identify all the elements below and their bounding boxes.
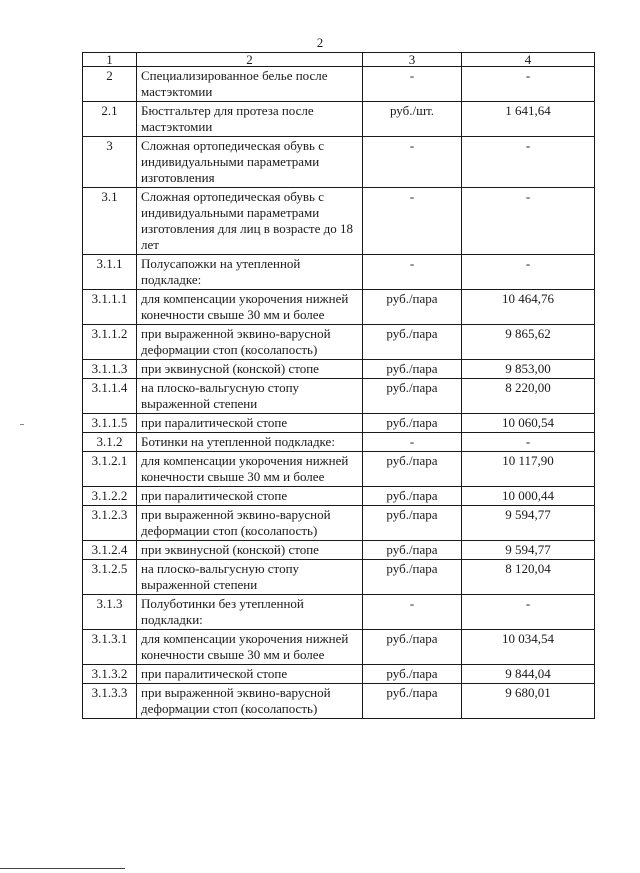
row-name-cell: при паралитической стопе [137,665,363,684]
table-row [83,102,595,137]
row-unit-cell: руб./пара [363,379,462,414]
row-name-cell: при выраженной эквино-варусной деформации стоп (косолапость) [137,506,363,541]
table-row [83,379,595,414]
row-number-cell: 3.1.1.3 [83,360,137,379]
table-row [83,452,595,487]
row-price-cell: 9 594,77 [462,506,595,541]
row-unit-cell: - [363,67,462,102]
row-name-cell: при паралитической стопе [137,414,363,433]
row-price-cell: - [462,67,595,102]
row-number-cell: 3.1.2 [83,433,137,452]
row-number-cell: 3.1.2.5 [83,560,137,595]
scan-mark [20,424,24,425]
row-number-cell: 3.1.2.1 [83,452,137,487]
row-number-cell: 3.1.2.2 [83,487,137,506]
row-unit-cell: - [363,433,462,452]
row-number-cell: 3.1.2.3 [83,506,137,541]
row-number-cell: 3.1.1 [83,255,137,290]
row-price-cell: 10 034,54 [462,630,595,665]
row-price-cell: 8 220,00 [462,379,595,414]
row-price-cell: 10 000,44 [462,487,595,506]
row-unit-cell: руб./пара [363,325,462,360]
row-unit-cell: руб./пара [363,684,462,719]
column-header-1: 1 [83,53,137,67]
column-header-4: 4 [462,53,595,67]
table-header-row [83,53,595,67]
table-row [83,290,595,325]
table-row [83,630,595,665]
row-number-cell: 3.1.3.1 [83,630,137,665]
row-name-cell: для компенсации укорочения нижней конечности свыше 30 мм и более [137,452,363,487]
row-price-cell: - [462,137,595,188]
row-price-cell: 8 120,04 [462,560,595,595]
row-price-cell: 10 464,76 [462,290,595,325]
row-price-cell: - [462,255,595,290]
table-row [83,325,595,360]
row-name-cell: при эквинусной (конской) стопе [137,360,363,379]
row-number-cell: 3.1.1.5 [83,414,137,433]
row-name-cell: Сложная ортопедическая обувь с индивидуальными параметрами изготовления для лиц в возрасте до 18 лет [137,188,363,255]
row-price-cell: 10 060,54 [462,414,595,433]
row-name-cell: Полуботинки без утепленной подкладки: [137,595,363,630]
row-name-cell: при выраженной эквино-варусной деформации стоп (косолапость) [137,684,363,719]
row-unit-cell: руб./пара [363,487,462,506]
table-row [83,433,595,452]
row-unit-cell: руб./пара [363,630,462,665]
row-number-cell: 3.1.1.1 [83,290,137,325]
table-row [83,560,595,595]
row-price-cell: - [462,595,595,630]
row-price-cell: 9 865,62 [462,325,595,360]
row-name-cell: для компенсации укорочения нижней конечности свыше 30 мм и более [137,630,363,665]
row-number-cell: 3.1.3 [83,595,137,630]
row-price-cell: - [462,433,595,452]
row-number-cell: 3 [83,137,137,188]
table-row [83,414,595,433]
table-row [83,595,595,630]
table-row [83,684,595,719]
row-number-cell: 3.1.1.4 [83,379,137,414]
row-unit-cell: руб./пара [363,414,462,433]
row-price-cell: - [462,188,595,255]
table-row [83,487,595,506]
table-row [83,360,595,379]
table-row [83,188,595,255]
row-name-cell: для компенсации укорочения нижней конечности свыше 30 мм и более [137,290,363,325]
row-name-cell: Сложная ортопедическая обувь с индивидуальными параметрами изготовления [137,137,363,188]
row-unit-cell: - [363,188,462,255]
table-row [83,255,595,290]
row-name-cell: при эквинусной (конской) стопе [137,541,363,560]
row-name-cell: Бюстгальтер для протеза после мастэктомии [137,102,363,137]
row-price-cell: 9 853,00 [462,360,595,379]
row-number-cell: 3.1.3.3 [83,684,137,719]
row-price-cell: 9 844,04 [462,665,595,684]
footnote-rule [0,868,125,869]
row-unit-cell: руб./пара [363,541,462,560]
row-unit-cell: руб./пара [363,290,462,325]
table-row [83,506,595,541]
row-number-cell: 2 [83,67,137,102]
column-header-2: 2 [137,53,363,67]
row-number-cell: 3.1.1.2 [83,325,137,360]
row-price-cell: 9 680,01 [462,684,595,719]
row-unit-cell: руб./пара [363,665,462,684]
column-header-3: 3 [363,53,462,67]
row-number-cell: 3.1.3.2 [83,665,137,684]
row-price-cell: 9 594,77 [462,541,595,560]
row-price-cell: 1 641,64 [462,102,595,137]
row-name-cell: Специализированное белье после мастэктомии [137,67,363,102]
row-price-cell: 10 117,90 [462,452,595,487]
row-name-cell: при паралитической стопе [137,487,363,506]
row-name-cell: на плоско-вальгусную стопу выраженной степени [137,379,363,414]
table-row [83,665,595,684]
row-number-cell: 3.1.2.4 [83,541,137,560]
row-unit-cell: руб./пара [363,506,462,541]
row-unit-cell: - [363,137,462,188]
table-row [83,541,595,560]
row-unit-cell: - [363,255,462,290]
table-row [83,67,595,102]
row-unit-cell: руб./шт. [363,102,462,137]
row-name-cell: Полусапожки на утепленной подкладке: [137,255,363,290]
row-name-cell: на плоско-вальгусную стопу выраженной степени [137,560,363,595]
page-number: 2 [316,35,324,50]
row-unit-cell: - [363,595,462,630]
row-number-cell: 3.1 [83,188,137,255]
row-name-cell: Ботинки на утепленной подкладке: [137,433,363,452]
row-number-cell: 2.1 [83,102,137,137]
row-name-cell: при выраженной эквино-варусной деформации стоп (косолапость) [137,325,363,360]
row-unit-cell: руб./пара [363,560,462,595]
row-unit-cell: руб./пара [363,452,462,487]
row-unit-cell: руб./пара [363,360,462,379]
price-table [82,52,595,719]
table-row [83,137,595,188]
